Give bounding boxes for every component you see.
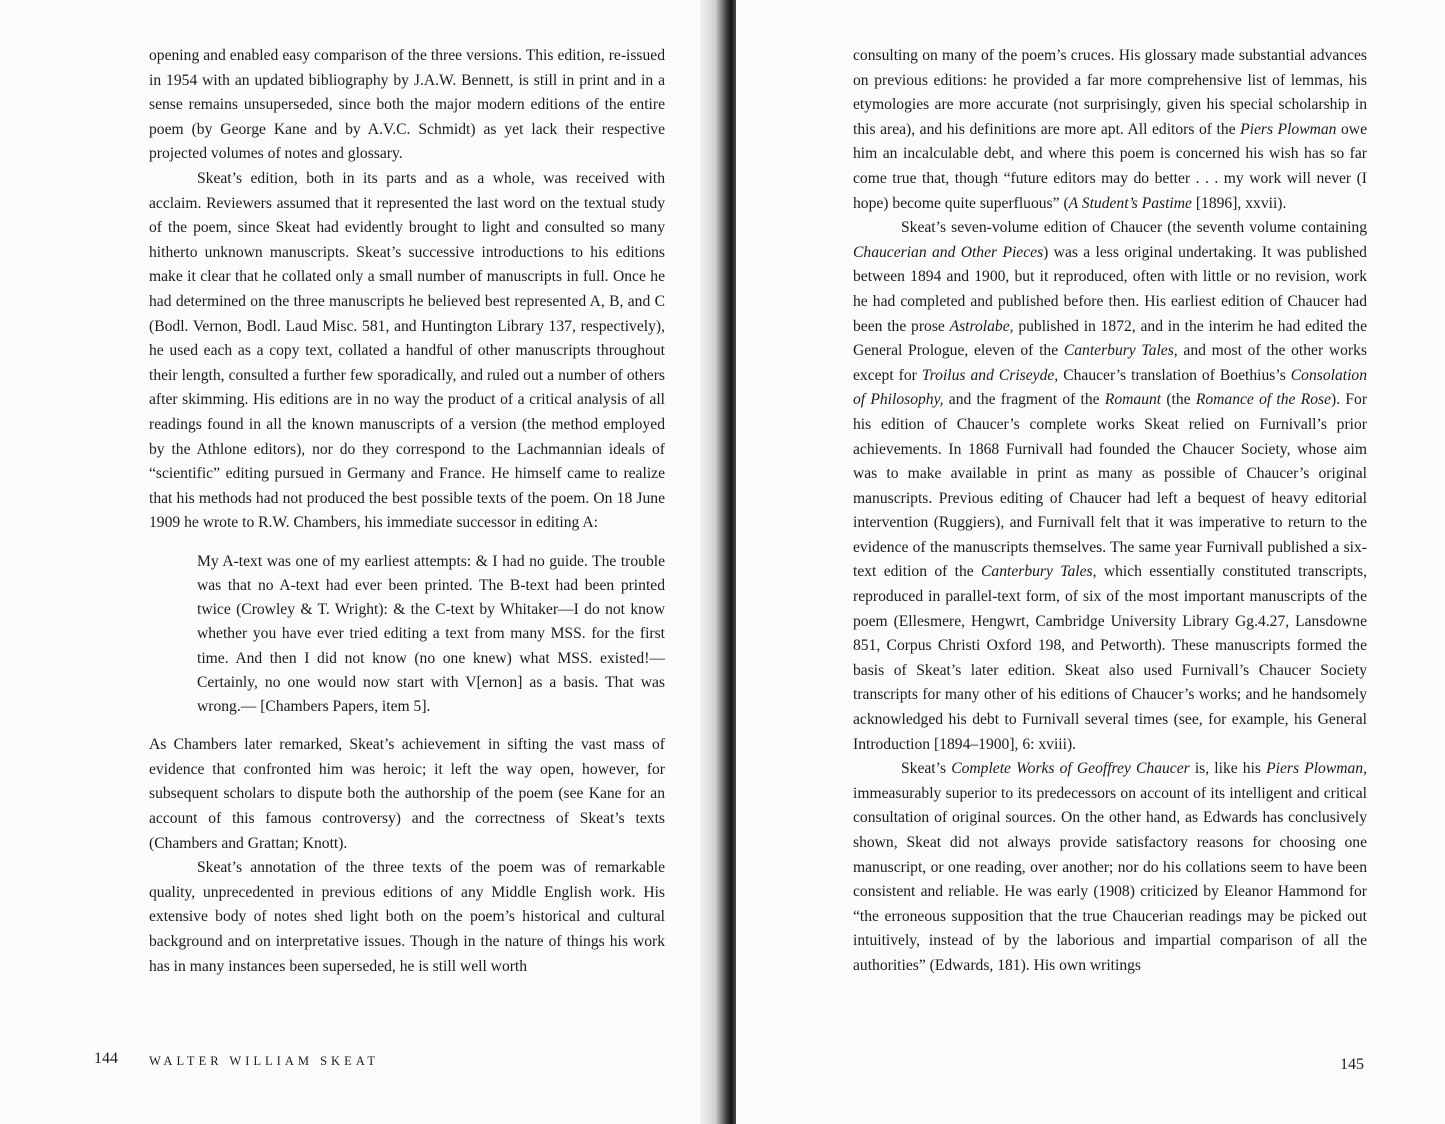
paragraph: As Chambers later remarked, Skeat’s achievement in sifting the vast mass of evidence that confronted him was heroic; it left the way open, however, for subsequent scholars to dispute both the authorship of the poem (see Kane for an account of this famous controversy) and the correctness of Skeat’s texts (Chambers and Grattan; Knott). bbox=[149, 736, 665, 852]
block-quote: My A-text was one of my earliest attempts: & I had no guide. The trouble was that no A-text had ever been printed. The B-text had been printed twice (Crowley & T. Wright): & the C-text by Whitaker—I do not know whether you have ever tried editing a text from many MSS. for the first time. And then I did not know (no one knew) what MSS. existed!—Certainly, no one would now start with V[ernon] as a basis. That was wrong.— [Chambers Papers, item 5]. bbox=[197, 552, 665, 716]
left-page bbox=[0, 0, 722, 1124]
paragraph: Skeat’s seven-volume edition of Chaucer (the seventh volume containing Chaucerian and Other Pieces) was a less original undertaking. It was published between 1894 and 1900, but it reproduced, often with little or no revision, work he had completed and published before then. His earliest edition of Chaucer had been the prose Astrolabe, published in 1872, and in the interim he had edited the General Prologue, eleven of the Canterbury Tales, and most of the other works except for Troilus and Criseyde, Chaucer’s translation of Boethius’s Consolation of Philosophy, and the fragment of the Romaunt (the Romance of the Rose). For his edition of Chaucer’s complete works Skeat relied on Furnivall’s prior achievements. In 1868 Furnivall had founded the Chaucer Society, whose aim was to make available in print as many as possible of Chaucer’s original manuscripts. Previous editing of Chaucer had left a bequest of heavy editorial intervention (Ruggiers), and Furnivall felt that it was imperative to return to the evidence of the manuscripts themselves. The same year Furnivall published a six-text edition of the Canterbury Tales, which essentially constituted transcripts, reproduced in parallel-text form, of six of the most important manuscripts of the poem (Ellesmere, Hengwrt, Cambridge University Library Gg.4.27, Lansdowne 851, Corpus Christi Oxford 198, and Petworth). These manuscripts formed the basis of Skeat’s later edition. Skeat also used Furnivall’s Chaucer Society transcripts for many other of his editions of Chaucer’s works; and he handsomely acknowledged his debt to Furnivall several times (see, for example, his General Introduction [1894–1900], 6: xviii). bbox=[853, 219, 1368, 753]
paragraph: opening and enabled easy comparison of the three versions. This edition, re-issued in 1954 with an updated bibliography by J.A.W. Bennett, is still in print and in a sense remains unsuperseded, since both the major modern editions of the entire poem (by George Kane and by A.V.C. Schmidt) as yet lack their respective projected volumes of notes and glossary. bbox=[149, 47, 665, 163]
paragraph: Skeat’s Complete Works of Geoffrey Chaucer is, like his Piers Plowman, immeasurably superior to its predecessors on account of its intelligent and critical consultation of original sources. On the other hand, as Edwards has conclusively shown, Skeat did not always provide satisfactory reasons for choosing one manuscript, or one reading, over another; nor do his collations seem to have been consistent and reliable. He was early (1908) criticized by Eleanor Hammond for “the erroneous supposition that the true Chaucerian readings may be picked out intuitively, instead of by the laborious and impartial comparison of all the authorities” (Edwards, 181). His own writings bbox=[853, 760, 1367, 974]
left-text-column bbox=[149, 44, 665, 979]
running-head: WALTER WILLIAM SKEAT bbox=[149, 1054, 379, 1068]
page-number: 145 bbox=[1340, 1056, 1364, 1073]
paragraph: Skeat’s edition, both in its parts and as a whole, was received with acclaim. Reviewers assumed that it represented the last word on the textual study of the poem, since Skeat had evidently brought to light and consulted so many hitherto unknown manuscripts. Skeat’s successive introductions to his editions make it clear that he collated only a small number of manuscripts in full. Once he had determined on the three manuscripts he believed best represented A, B, and C (Bodl. Vernon, Bodl. Laud Misc. 581, and Huntington Library 137, respectively), he used each as a copy text, collated a handful of other manuscripts throughout their length, consulted a further few sporadically, and ruled out a number of others after skimming. His editions are in no way the product of a critical analysis of all readings found in all the known manuscripts of a version (the method employed by the Athlone editors), nor do they correspond to the Lachmannian ideals of “scientific” editing pursued in Germany and France. He himself came to realize that his methods had not produced the best possible texts of the poem. On 18 June 1909 he wrote to R.W. Chambers, his immediate successor in editing A: bbox=[149, 169, 665, 532]
right-text-column bbox=[853, 44, 1367, 979]
paragraph: consulting on many of the poem’s cruces. His glossary made substantial advances on previous editions: he provided a far more comprehensive list of lemmas, his etymologies are more accurate (not surprisingly, given his special scholarship in this area), and his definitions are more apt. All editors of the Piers Plowman owe him an incalculable debt, and where this poem is concerned his wish has so far come true that, though “future editors may do better . . . my work will never (I hope) become quite superfluous” (A Student’s Pastime [1896], xxvii). bbox=[853, 47, 1367, 212]
page-number: 144 bbox=[94, 1050, 118, 1067]
paragraph: Skeat’s annotation of the three texts of the poem was of remarkable quality, unprecedented in previous editions of any Middle English work. His extensive body of notes shed light both on the poem’s historical and cultural background and on interpretative issues. Though in the nature of things his work has in many instances been superseded, he is still well worth bbox=[149, 859, 665, 975]
